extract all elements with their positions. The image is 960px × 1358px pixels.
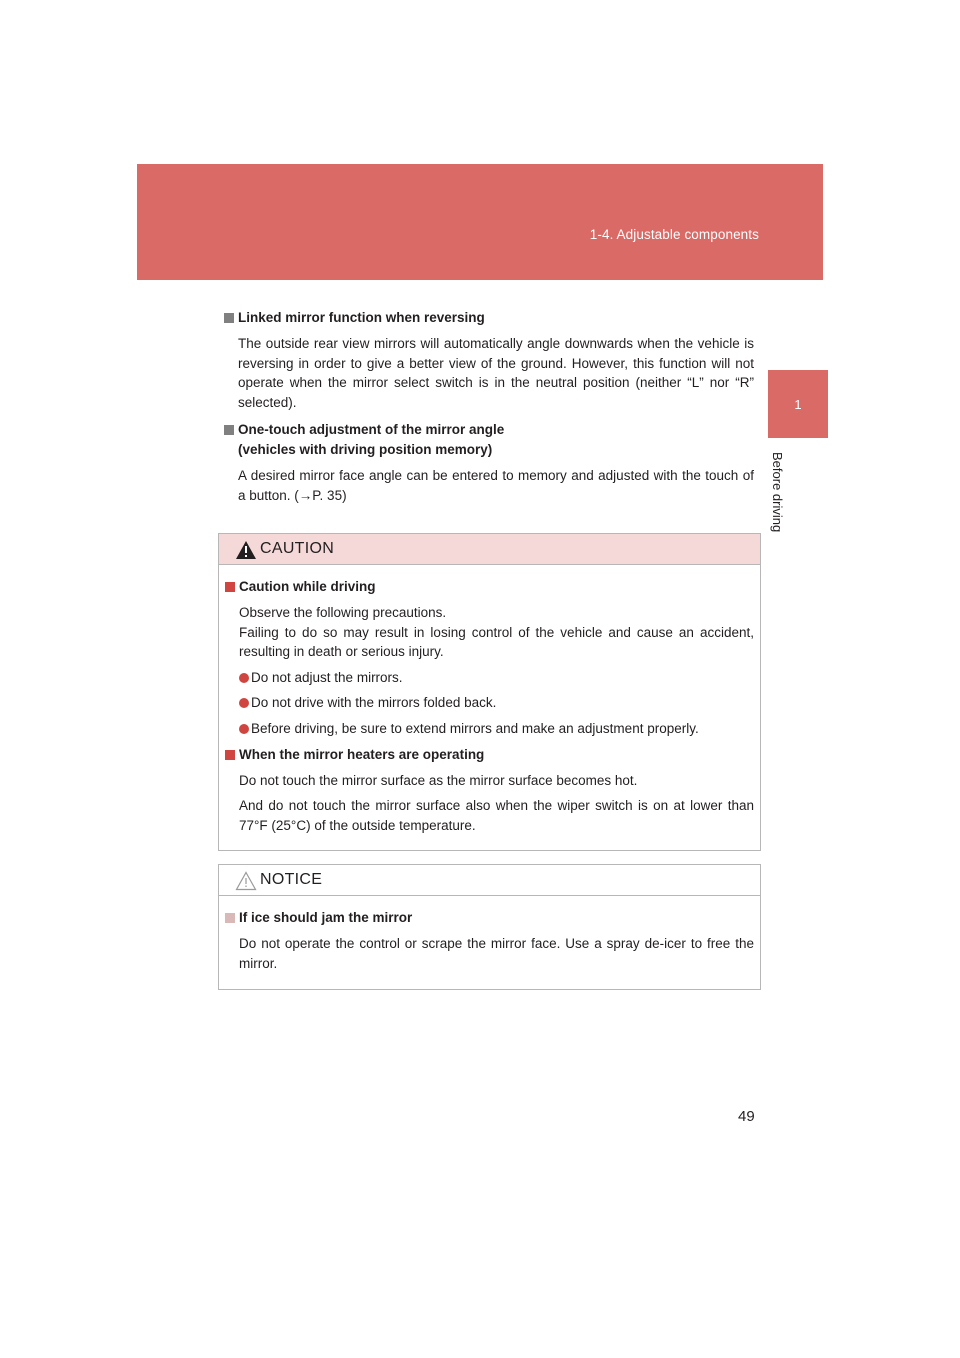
caution-label: CAUTION [260,540,335,557]
page-number: 49 [738,1108,755,1125]
chapter-tab [768,370,828,438]
bullet-dot-icon [239,673,249,683]
list-item: Before driving, be sure to extend mirrors and make an adjustment properly. [239,719,754,739]
caution-header [219,534,760,565]
main-content [224,308,754,512]
section-heading: One-touch adjustment of the mirror angle (vehicles with driving position memory) [224,420,754,460]
square-bullet-icon [224,313,234,323]
notice-text: Do not operate the control or scrape the mirror face. Use a spray de-icer to free the mirror. [239,936,754,971]
notice-label: NOTICE [260,871,323,888]
caution-item-title: Caution while driving [225,577,754,597]
caution-text: Do not touch the mirror surface as the mirror surface becomes hot. [239,772,638,788]
notice-header [219,865,760,896]
section-text: The outside rear view mirrors will automatically angle downwards when the vehicle is reversing in order to give a better view of the ground. However, this function will not operate when the mirror select switch is in the neutral position (neither “L” nor “R” selected). [238,336,754,410]
chapter-label: Before driving [770,452,785,533]
square-bullet-icon [225,750,235,760]
warning-icon [235,871,257,891]
square-bullet-icon [225,913,235,923]
bullet-dot-icon [239,724,249,734]
bullet-dot-icon [239,698,249,708]
caution-text: And do not touch the mirror surface also when the wiper switch is on at lower than 77°F (25°C) of the outside temperature. [239,798,754,833]
warning-icon [235,540,257,560]
caution-text: Failing to do so may result in losing control of the vehicle and cause an accident, resulting in death or serious injury. [239,624,754,660]
notice-item-title: If ice should jam the mirror [225,908,754,928]
chapter-number: 1 [794,397,802,412]
caution-box [218,533,761,851]
header-band [137,164,823,280]
list-item: Do not adjust the mirrors. [239,668,754,688]
square-bullet-icon [224,425,234,435]
caution-text: Observe the following precautions. [239,605,447,620]
notice-box [218,864,761,990]
section-heading: Linked mirror function when reversing [224,308,754,328]
square-bullet-icon [225,582,235,592]
section-text: A desired mirror face angle can be entered to memory and adjusted with the touch of a button. (→P. 35) [238,468,754,503]
list-item: Do not drive with the mirrors folded back. [239,693,754,713]
section-title: 1-4. Adjustable components [589,227,759,242]
caution-item-title: When the mirror heaters are operating [225,745,754,765]
